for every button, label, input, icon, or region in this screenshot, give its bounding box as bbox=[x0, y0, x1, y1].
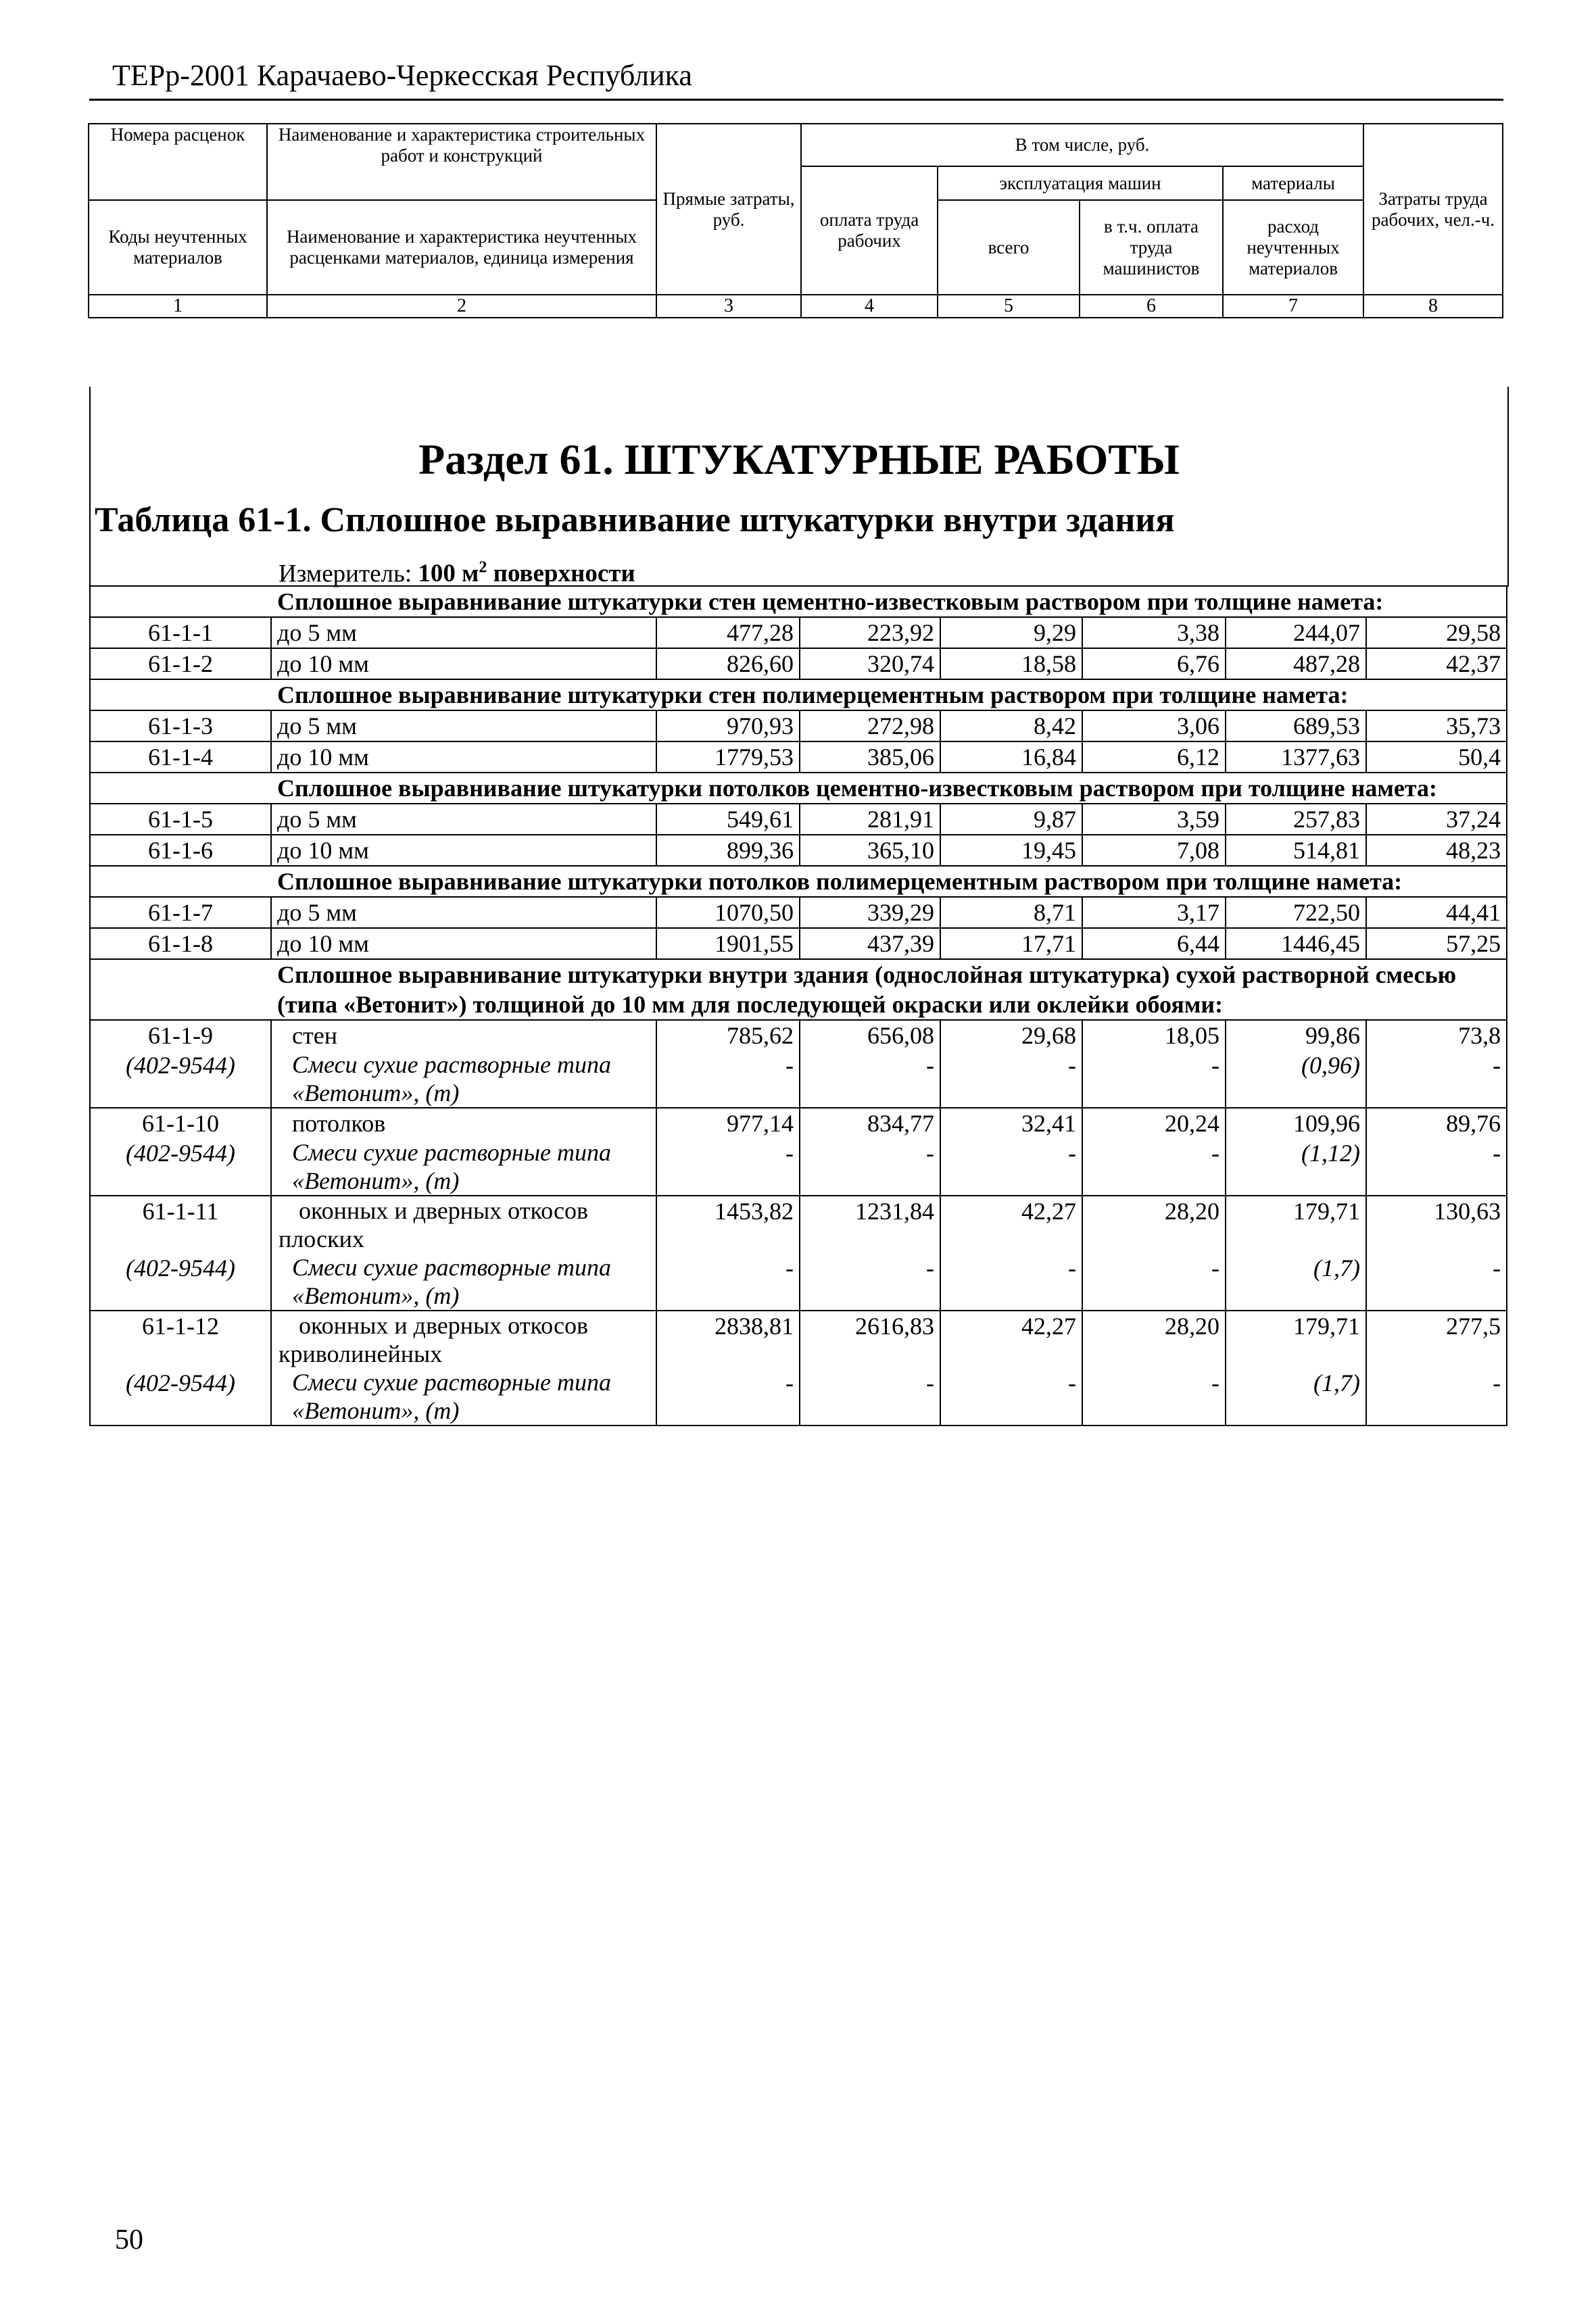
direct-costs: 977,14 bbox=[656, 1108, 800, 1138]
materials: 109,96 bbox=[1226, 1108, 1366, 1138]
materials: 487,28 bbox=[1226, 648, 1366, 679]
measure-value: 100 м bbox=[418, 560, 479, 588]
table-row bbox=[90, 1020, 1507, 1050]
direct-costs: 1901,55 bbox=[656, 928, 800, 959]
table-row bbox=[90, 710, 1507, 741]
measure-sup: 2 bbox=[479, 559, 487, 577]
material-dash: - bbox=[1082, 1050, 1226, 1108]
rate-name: до 10 мм bbox=[271, 835, 656, 866]
labor-costs: 277,5 bbox=[1366, 1311, 1507, 1368]
wages: 339,29 bbox=[800, 897, 940, 928]
rate-code: 61-1-12 bbox=[90, 1311, 271, 1368]
rate-name: до 10 мм bbox=[271, 648, 656, 679]
header-machines-total: всего bbox=[938, 200, 1080, 295]
machinist-wages: 7,08 bbox=[1082, 835, 1226, 866]
rate-name: до 10 мм bbox=[271, 741, 656, 773]
material-dash: - bbox=[940, 1253, 1082, 1311]
material-dash: - bbox=[1366, 1050, 1507, 1108]
column-number: 8 bbox=[1363, 295, 1503, 318]
wages: 365,10 bbox=[800, 835, 940, 866]
materials: 99,86 bbox=[1226, 1020, 1366, 1050]
material-dash: - bbox=[940, 1050, 1082, 1108]
direct-costs: 1453,82 bbox=[656, 1196, 800, 1253]
column-number: 5 bbox=[938, 295, 1080, 318]
material-quantity: (1,7) bbox=[1226, 1253, 1366, 1311]
column-number: 1 bbox=[89, 295, 267, 318]
wages: 223,92 bbox=[800, 617, 940, 648]
table-row bbox=[90, 1196, 1507, 1253]
group-row bbox=[90, 773, 1507, 804]
machines-total: 42,27 bbox=[940, 1196, 1082, 1253]
material-quantity: (1,7) bbox=[1226, 1368, 1366, 1425]
machinist-wages: 20,24 bbox=[1082, 1108, 1226, 1138]
machines-total: 16,84 bbox=[940, 741, 1082, 773]
machinist-wages: 3,06 bbox=[1082, 710, 1226, 741]
machines-total: 42,27 bbox=[940, 1311, 1082, 1368]
table-row bbox=[90, 835, 1507, 866]
material-row bbox=[90, 1253, 1507, 1311]
table-row bbox=[90, 928, 1507, 959]
materials: 257,83 bbox=[1226, 804, 1366, 835]
table-row bbox=[90, 648, 1507, 679]
group-row bbox=[90, 959, 1507, 1020]
machines-total: 29,68 bbox=[940, 1020, 1082, 1050]
rate-name: оконных и дверных откосов криволинейных bbox=[271, 1311, 656, 1368]
machinist-wages: 3,17 bbox=[1082, 897, 1226, 928]
machines-total: 17,71 bbox=[940, 928, 1082, 959]
table-row bbox=[90, 1108, 1507, 1138]
measure-unit bbox=[279, 553, 635, 589]
header-direct-costs: Прямые затраты, руб. bbox=[656, 124, 801, 295]
material-dash: - bbox=[800, 1050, 940, 1108]
materials: 179,71 bbox=[1226, 1311, 1366, 1368]
wages: 834,77 bbox=[800, 1108, 940, 1138]
rates-table bbox=[89, 585, 1507, 1426]
group-row bbox=[90, 586, 1507, 617]
column-number: 6 bbox=[1080, 295, 1223, 318]
rate-code: 61-1-7 bbox=[90, 897, 271, 928]
material-dash: - bbox=[800, 1368, 940, 1425]
section-header bbox=[89, 387, 1509, 587]
labor-costs: 48,23 bbox=[1366, 835, 1507, 866]
materials: 514,81 bbox=[1226, 835, 1366, 866]
material-dash: - bbox=[656, 1050, 800, 1108]
rate-code: 61-1-6 bbox=[90, 835, 271, 866]
direct-costs: 785,62 bbox=[656, 1020, 800, 1050]
material-dash: - bbox=[1366, 1138, 1507, 1196]
rate-code: 61-1-10 bbox=[90, 1108, 271, 1138]
header-work-description: Наименование и характеристика строительных работ и конструкций bbox=[267, 124, 656, 166]
material-dash: - bbox=[800, 1138, 940, 1196]
material-dash: - bbox=[800, 1253, 940, 1311]
labor-costs: 42,37 bbox=[1366, 648, 1507, 679]
material-name: Смеси сухие растворные типа «Ветонит», (т) bbox=[271, 1050, 656, 1108]
material-row bbox=[90, 1050, 1507, 1108]
column-number: 3 bbox=[656, 295, 801, 318]
table-row bbox=[90, 897, 1507, 928]
labor-costs: 44,41 bbox=[1366, 897, 1507, 928]
wages: 272,98 bbox=[800, 710, 940, 741]
group-title: Сплошное выравнивание штукатурки стен цементно-известковым раствором при толщине намета: bbox=[90, 586, 1507, 617]
column-header-table bbox=[88, 123, 1503, 318]
material-quantity: (0,96) bbox=[1226, 1050, 1366, 1108]
wages: 2616,83 bbox=[800, 1311, 940, 1368]
rate-name: до 5 мм bbox=[271, 804, 656, 835]
direct-costs: 477,28 bbox=[656, 617, 800, 648]
material-dash: - bbox=[940, 1138, 1082, 1196]
material-dash: - bbox=[656, 1253, 800, 1311]
wages: 1231,84 bbox=[800, 1196, 940, 1253]
header-including: В том числе, руб. bbox=[801, 124, 1363, 166]
rate-code: 61-1-3 bbox=[90, 710, 271, 741]
material-row bbox=[90, 1368, 1507, 1425]
labor-costs: 50,4 bbox=[1366, 741, 1507, 773]
table-title: Таблица 61-1. Сплошное выравнивание штукатурки внутри здания bbox=[95, 501, 1175, 539]
document-title: ТЕРр-2001 Карачаево-Черкесская Республика bbox=[112, 59, 692, 92]
group-row bbox=[90, 866, 1507, 897]
direct-costs: 899,36 bbox=[656, 835, 800, 866]
material-row bbox=[90, 1138, 1507, 1196]
rate-name: до 5 мм bbox=[271, 617, 656, 648]
labor-costs: 73,8 bbox=[1366, 1020, 1507, 1050]
wages: 281,91 bbox=[800, 804, 940, 835]
machines-total: 32,41 bbox=[940, 1108, 1082, 1138]
header-unaccounted-materials: расход неучтенных материалов bbox=[1223, 200, 1363, 295]
header-labor-costs: Затраты труда рабочих, чел.-ч. bbox=[1363, 124, 1503, 295]
materials: 1377,63 bbox=[1226, 741, 1366, 773]
materials: 244,07 bbox=[1226, 617, 1366, 648]
column-number: 7 bbox=[1223, 295, 1363, 318]
title-rule bbox=[89, 99, 1503, 101]
direct-costs: 826,60 bbox=[656, 648, 800, 679]
materials: 689,53 bbox=[1226, 710, 1366, 741]
materials: 1446,45 bbox=[1226, 928, 1366, 959]
machines-total: 18,58 bbox=[940, 648, 1082, 679]
machinist-wages: 28,20 bbox=[1082, 1196, 1226, 1253]
material-dash: - bbox=[1082, 1368, 1226, 1425]
column-number: 4 bbox=[801, 295, 938, 318]
material-dash: - bbox=[1082, 1138, 1226, 1196]
machines-total: 9,87 bbox=[940, 804, 1082, 835]
machinist-wages: 3,59 bbox=[1082, 804, 1226, 835]
direct-costs: 1779,53 bbox=[656, 741, 800, 773]
rate-code: 61-1-4 bbox=[90, 741, 271, 773]
header-spacer bbox=[89, 166, 267, 200]
machinist-wages: 6,76 bbox=[1082, 648, 1226, 679]
machines-total: 8,71 bbox=[940, 897, 1082, 928]
table-row bbox=[90, 741, 1507, 773]
labor-costs: 130,63 bbox=[1366, 1196, 1507, 1253]
material-name: Смеси сухие растворные типа «Ветонит», (т) bbox=[271, 1368, 656, 1425]
header-material-codes: Коды неучтенных материалов bbox=[89, 200, 267, 295]
page-number: 50 bbox=[115, 2224, 143, 2256]
column-number: 2 bbox=[267, 295, 656, 318]
rate-name: оконных и дверных откосов плоских bbox=[271, 1196, 656, 1253]
labor-costs: 29,58 bbox=[1366, 617, 1507, 648]
rate-code: 61-1-5 bbox=[90, 804, 271, 835]
header-spacer bbox=[267, 166, 656, 200]
machinist-wages: 28,20 bbox=[1082, 1311, 1226, 1368]
group-title: Сплошное выравнивание штукатурки стен полимерцементным раствором при толщине намета: bbox=[90, 679, 1507, 710]
measure-prefix: Измеритель: bbox=[279, 560, 418, 588]
labor-costs: 35,73 bbox=[1366, 710, 1507, 741]
material-dash: - bbox=[1366, 1368, 1507, 1425]
rate-name: до 5 мм bbox=[271, 710, 656, 741]
machinist-wages: 3,38 bbox=[1082, 617, 1226, 648]
material-dash: - bbox=[1366, 1253, 1507, 1311]
direct-costs: 549,61 bbox=[656, 804, 800, 835]
header-wages: оплата труда рабочих bbox=[801, 166, 938, 295]
direct-costs: 1070,50 bbox=[656, 897, 800, 928]
rate-code: 61-1-11 bbox=[90, 1196, 271, 1253]
table-row bbox=[90, 804, 1507, 835]
labor-costs: 57,25 bbox=[1366, 928, 1507, 959]
measure-suffix: поверхности bbox=[487, 560, 635, 588]
table-row bbox=[90, 1311, 1507, 1368]
material-dash: - bbox=[656, 1368, 800, 1425]
material-name: Смеси сухие растворные типа «Ветонит», (т) bbox=[271, 1138, 656, 1196]
group-title: Сплошное выравнивание штукатурки внутри здания (однослойная штукатурка) сухой растворной смесью (типа «Ветонит») толщиной до 10 мм для последующей окраски или оклейки обоями: bbox=[90, 959, 1507, 1020]
header-machinist-wages: в т.ч. оплата труда машинистов bbox=[1080, 200, 1223, 295]
labor-costs: 89,76 bbox=[1366, 1108, 1507, 1138]
rate-code: 61-1-8 bbox=[90, 928, 271, 959]
machinist-wages: 6,44 bbox=[1082, 928, 1226, 959]
rate-code: 61-1-9 bbox=[90, 1020, 271, 1050]
material-code: (402-9544) bbox=[90, 1050, 271, 1108]
machines-total: 9,29 bbox=[940, 617, 1082, 648]
header-materials: материалы bbox=[1223, 166, 1363, 200]
machinist-wages: 6,12 bbox=[1082, 741, 1226, 773]
material-quantity: (1,12) bbox=[1226, 1138, 1366, 1196]
wages: 320,74 bbox=[800, 648, 940, 679]
rate-code: 61-1-2 bbox=[90, 648, 271, 679]
machines-total: 19,45 bbox=[940, 835, 1082, 866]
machines-total: 8,42 bbox=[940, 710, 1082, 741]
group-title: Сплошное выравнивание штукатурки потолков цементно-известковым раствором при толщине намета: bbox=[90, 773, 1507, 804]
material-dash: - bbox=[1082, 1253, 1226, 1311]
rate-name: потолков bbox=[271, 1108, 656, 1138]
rate-name: до 10 мм bbox=[271, 928, 656, 959]
labor-costs: 37,24 bbox=[1366, 804, 1507, 835]
material-code: (402-9544) bbox=[90, 1138, 271, 1196]
material-code: (402-9544) bbox=[90, 1368, 271, 1425]
direct-costs: 970,93 bbox=[656, 710, 800, 741]
material-dash: - bbox=[940, 1368, 1082, 1425]
wages: 385,06 bbox=[800, 741, 940, 773]
group-title: Сплошное выравнивание штукатурки потолков полимерцементным раствором при толщине намета: bbox=[90, 866, 1507, 897]
material-code: (402-9544) bbox=[90, 1253, 271, 1311]
header-material-description: Наименование и характеристика неучтенных расценками материалов, единица измерения bbox=[267, 200, 656, 295]
rate-name: до 5 мм bbox=[271, 897, 656, 928]
group-row bbox=[90, 679, 1507, 710]
machinist-wages: 18,05 bbox=[1082, 1020, 1226, 1050]
header-rate-numbers: Номера расценок bbox=[89, 124, 267, 166]
header-machines: эксплуатация машин bbox=[938, 166, 1223, 200]
table-row bbox=[90, 617, 1507, 648]
section-title: Раздел 61. ШТУКАТУРНЫЕ РАБОТЫ bbox=[418, 435, 1180, 483]
wages: 437,39 bbox=[800, 928, 940, 959]
wages: 656,08 bbox=[800, 1020, 940, 1050]
rate-name: стен bbox=[271, 1020, 656, 1050]
material-dash: - bbox=[656, 1138, 800, 1196]
materials: 722,50 bbox=[1226, 897, 1366, 928]
direct-costs: 2838,81 bbox=[656, 1311, 800, 1368]
material-name: Смеси сухие растворные типа «Ветонит», (т) bbox=[271, 1253, 656, 1311]
materials: 179,71 bbox=[1226, 1196, 1366, 1253]
rate-code: 61-1-1 bbox=[90, 617, 271, 648]
